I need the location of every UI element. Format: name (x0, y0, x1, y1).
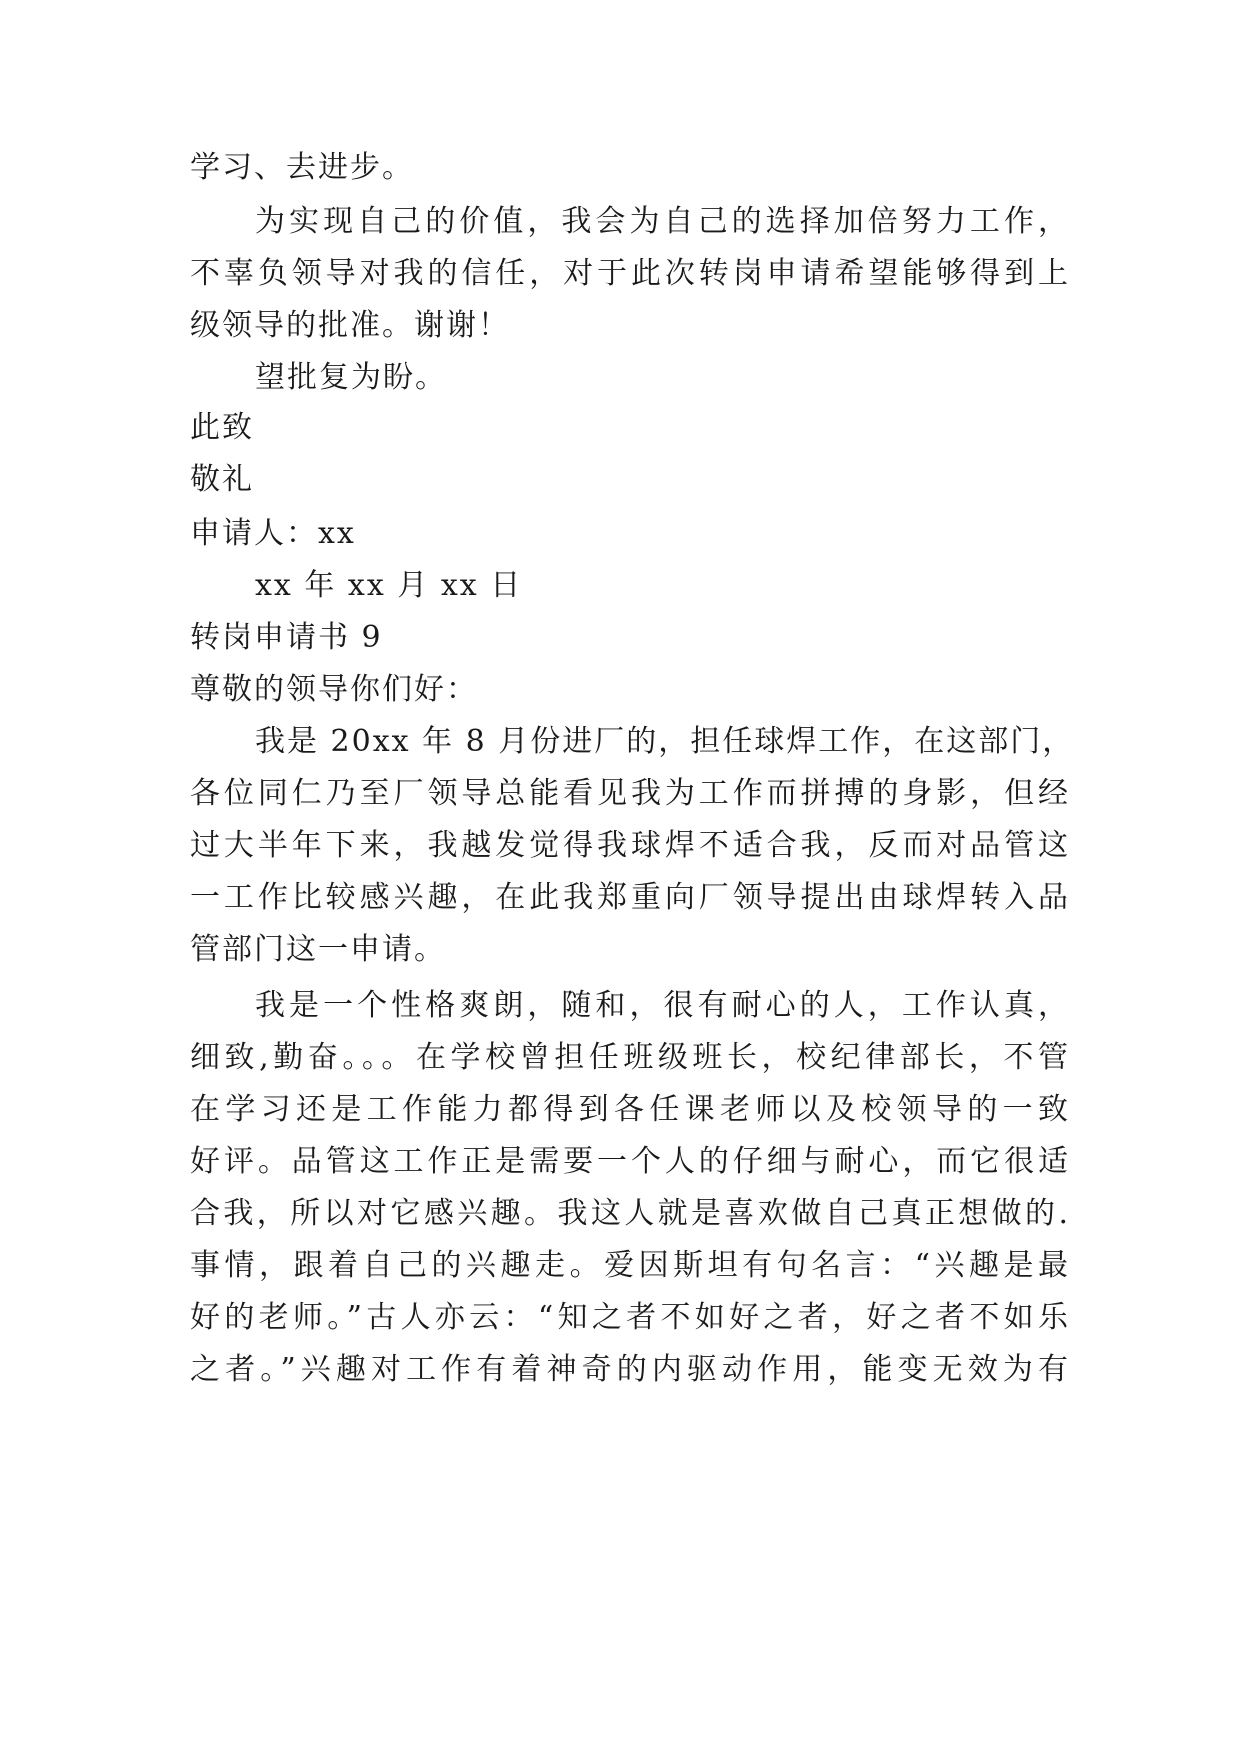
text-line: 合我，所以对它感兴趣。我这人就是喜欢做自己真正想做的. (190, 1196, 1070, 1231)
paragraph-first-line: 我是 20xx 年 8 月份进厂的，担任球焊工作，在这部门， (255, 724, 1075, 759)
text-line: 事情，跟着自己的兴趣走。爱因斯坦有句名言：“兴趣是最 (190, 1248, 1070, 1283)
text-line: 好评。品管这工作正是需要一个人的仔细与耐心，而它很适 (190, 1144, 1070, 1179)
text-line: 管部门这一申请。 (190, 932, 446, 967)
text-line: 之者。”兴趣对工作有着神奇的内驱动作用，能变无效为有 (190, 1352, 1070, 1387)
applicant-signature: 申请人：xx (190, 516, 356, 551)
text-line: 细致,勤奋。。。在学校曾担任班级班长，校纪律部长，不管 (190, 1040, 1070, 1075)
paragraph-first-line: 我是一个性格爽朗，随和，很有耐心的人，工作认真， (255, 988, 1070, 1023)
text-line: 好的老师。”古人亦云：“知之者不如好之者，好之者不如乐 (190, 1300, 1070, 1335)
paragraph-first-line: 为实现自己的价值，我会为自己的选择加倍努力工作， (255, 204, 1070, 239)
text-line: 各位同仁乃至厂领导总能看见我为工作而拼搏的身影，但经 (190, 776, 1070, 811)
text-line: 不辜负领导对我的信任，对于此次转岗申请希望能够得到上 (190, 256, 1070, 291)
text-line: 级领导的批准。谢谢！ (190, 308, 510, 343)
text-line: 一工作比较感兴趣，在此我郑重向厂领导提出由球焊转入品 (190, 880, 1070, 915)
text-line: 在学习还是工作能力都得到各任课老师以及校领导的一致 (190, 1092, 1070, 1127)
closing-salutation: 此致 (190, 410, 254, 445)
greeting: 尊敬的领导你们好： (190, 672, 478, 707)
date-line: xx 年 xx 月 xx 日 (255, 568, 523, 603)
paragraph-first-line: 望批复为盼。 (255, 360, 447, 395)
closing-regards: 敬礼 (190, 462, 254, 497)
section-title: 转岗申请书 9 (190, 620, 383, 655)
text-line: 学习、去进步。 (190, 150, 414, 185)
text-line: 过大半年下来，我越发觉得我球焊不适合我，反而对品管这 (190, 828, 1070, 863)
